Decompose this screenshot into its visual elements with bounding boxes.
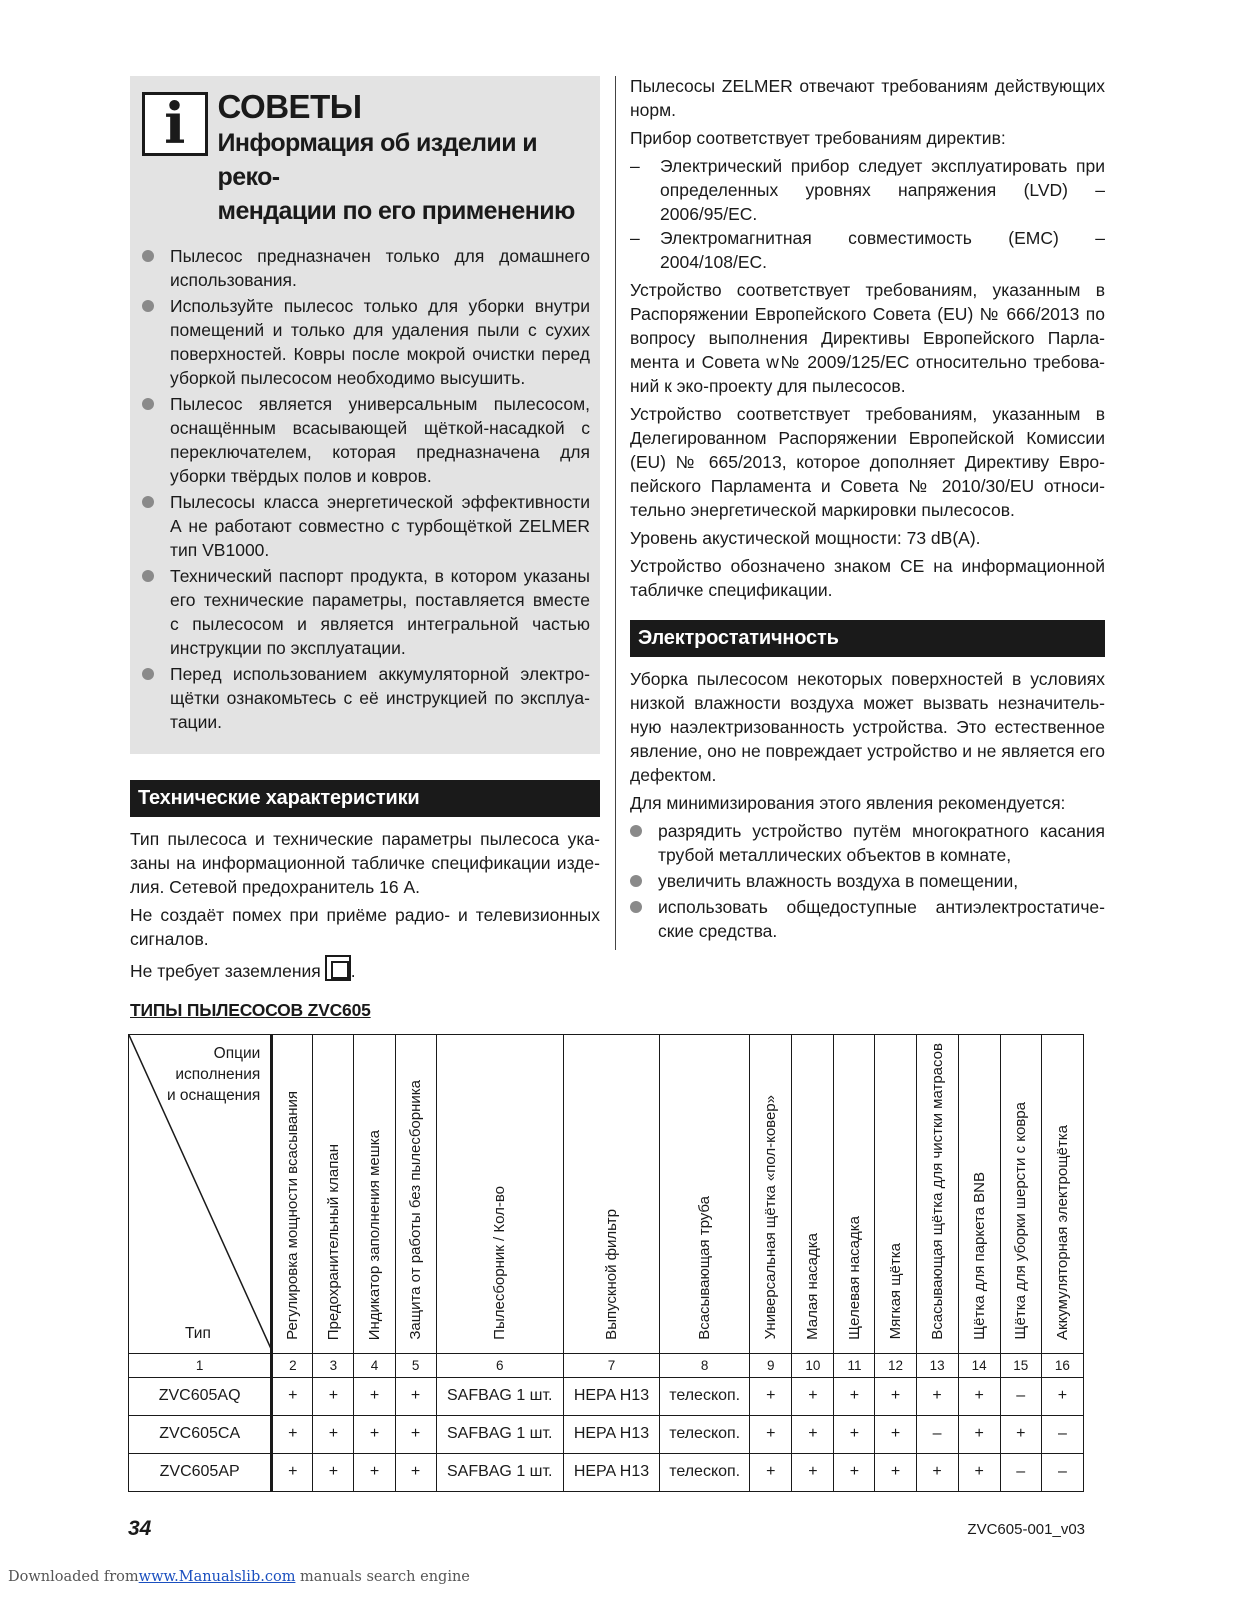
table-cell: + [834, 1453, 875, 1491]
table-cell: + [354, 1377, 395, 1415]
column-number: 5 [395, 1353, 436, 1377]
column-number: 8 [660, 1353, 750, 1377]
download-suffix: manuals search engine [300, 1569, 470, 1585]
list-item: использовать общедоступные антиэлектростатические средства. [630, 895, 1105, 943]
table-cell: + [1000, 1415, 1041, 1453]
table-cell: + [916, 1377, 958, 1415]
table-cell: – [916, 1415, 958, 1453]
table-cell: + [834, 1377, 875, 1415]
grounding-period: . [350, 961, 356, 981]
directives-paragraph: Прибор соответствует требованиям директив: [630, 128, 1006, 148]
electro-heading: Электростатичность [630, 620, 1105, 657]
class-ii-insulation-icon [325, 955, 351, 981]
column-header: Предохранительный клапан [313, 1035, 354, 1354]
list-item: Пылесосы класса энергетической эффективности А не работают совместно с турбощёткой ZELMER тип VB1000. [142, 490, 590, 562]
column-number-row [129, 1353, 1084, 1377]
corner-type-label: Тип [185, 1324, 211, 1342]
table-cell: SAFBAG 1 шт. [436, 1377, 563, 1415]
tips-title: СОВЕТЫ [217, 88, 362, 125]
table-cell: + [792, 1415, 834, 1453]
table-cell: + [313, 1377, 354, 1415]
column-number: 4 [354, 1353, 395, 1377]
table-cell: + [958, 1453, 1000, 1491]
table-row [129, 1377, 1084, 1415]
grounding-text: Не требует заземления [130, 961, 321, 981]
column-number: 6 [436, 1353, 563, 1377]
directives-list [630, 154, 1105, 274]
regulation-paragraph: Устройство соответствует требованиям, указанным в Распоряжении Европейского Совета (EU) № 666/2013 по вопросу выполнения Директивы Европейского Парламента и Совета w№ 2009/125/EC относительно требований к эко-проекту для пылесосов. [630, 280, 1105, 396]
table-cell: + [313, 1453, 354, 1491]
document-code: ZVC605-001_v03 [967, 1521, 1085, 1538]
tips-titles [218, 88, 590, 228]
list-item: Пылесос предназначен только для домашнего использования. [142, 244, 590, 292]
manualslib-link[interactable]: www.Manualslib.com [138, 1569, 296, 1585]
table-cell: ZVC605CA [129, 1415, 272, 1453]
table-cell: + [354, 1453, 395, 1491]
table-cell: + [750, 1453, 792, 1491]
list-item: разрядить устройство путём многократного касания трубой металлических объектов в комнате, [630, 819, 1105, 867]
column-number: 1 [129, 1353, 272, 1377]
table-cell: + [750, 1377, 792, 1415]
tips-subtitle-line1: Информация об изделии и реко- [217, 129, 538, 191]
column-number: 7 [563, 1353, 659, 1377]
left-column [130, 76, 600, 987]
table-cell: – [1041, 1453, 1083, 1491]
corner-options-line: и оснащения [166, 1087, 261, 1104]
download-footer [8, 1569, 470, 1585]
table-cell: SAFBAG 1 шт. [436, 1415, 563, 1453]
table-cell: – [1000, 1453, 1041, 1491]
table-cell: + [958, 1415, 1000, 1453]
table-cell: – [1041, 1415, 1083, 1453]
column-header: Щелевая насадка [834, 1035, 875, 1354]
table-cell: + [395, 1415, 436, 1453]
table-cell: + [792, 1377, 834, 1415]
column-number: 9 [750, 1353, 792, 1377]
column-header: Всасывающая труба [660, 1035, 750, 1354]
list-item: – Электромагнитная совместимость (EMC) – 2004/108/EC. [630, 226, 1105, 274]
table-row [129, 1415, 1084, 1453]
table-cell: + [916, 1453, 958, 1491]
tech-paragraph-grounding [130, 955, 600, 983]
table-cell: + [834, 1415, 875, 1453]
column-number: 10 [792, 1353, 834, 1377]
list-item: Перед использованием аккумуляторной электрощётки ознакомьтесь с её инструкцией по эксплуатации. [142, 662, 590, 734]
list-item: увеличить влажность воздуха в помещении, [630, 869, 1105, 893]
table-cell: HEPA H13 [563, 1377, 659, 1415]
electro-section [630, 667, 1105, 943]
table-cell: HEPA H13 [563, 1415, 659, 1453]
table-cell: + [792, 1453, 834, 1491]
column-header: Малая насадка [792, 1035, 834, 1354]
electro-paragraph: Для минимизирования этого явления рекомендуется: [630, 793, 1066, 813]
download-prefix: Downloaded from [8, 1569, 139, 1585]
table-cell: + [272, 1415, 313, 1453]
table-cell: + [1041, 1377, 1083, 1415]
table-cell: телескоп. [660, 1415, 750, 1453]
ce-paragraph: Устройство обозначено знаком CE на информационной табличке спецификации. [630, 556, 1105, 600]
right-column [630, 74, 1105, 945]
page-number: 34 [128, 1517, 152, 1540]
tips-header [142, 88, 590, 228]
tech-heading: Технические характеристики [130, 780, 600, 817]
table-cell: + [272, 1453, 313, 1491]
norms-paragraph: Пылесосы ZELMER отвечают требованиям действующих норм. [630, 76, 1105, 120]
column-number: 13 [916, 1353, 958, 1377]
column-header: Пылесборник / Кол-во [436, 1035, 563, 1354]
table-cell: ZVC605AP [129, 1453, 272, 1491]
regulation-paragraph: Устройство соответствует требованиям, указанным в Делегированном Распоряжении Европейской Комиссии (EU) № 665/2013, которое дополняет Директиву Европейского Парламента и Совета № 2010/30/EU относительно энергетической маркировки пылесосов. [630, 404, 1105, 520]
column-header: Щётка для паркета BNB [958, 1035, 1000, 1354]
column-number: 2 [272, 1353, 313, 1377]
acoustic-paragraph: Уровень акустической мощности: 73 dB(A). [630, 528, 981, 548]
column-header: Выпускной фильтр [563, 1035, 659, 1354]
electro-list [630, 819, 1105, 943]
column-header: Индикатор заполнения мешка [354, 1035, 395, 1354]
column-header: Всасывающая щётка для чистки матрасов [916, 1035, 958, 1354]
column-header: Универсальная щётка «пол-ковер» [750, 1035, 792, 1354]
table-header-row [129, 1035, 1084, 1354]
list-item: Технический паспорт продукта, в котором указаны его технические параметры, поставляется вместе с пылесосом и является интегральной частью инструкции по эксплуатации. [142, 564, 590, 660]
electro-paragraph: Уборка пылесосом некоторых поверхностей в условиях низкой влажности воздуха может вызвать незначительную наэлектризованность устройства. Это естественное явление, оно не повреждает устройство и не является его дефектом. [630, 669, 1105, 785]
corner-options-line: Опции [213, 1045, 261, 1062]
table-cell: + [875, 1453, 916, 1491]
column-header: Мягкая щётка [875, 1035, 916, 1354]
table-cell: SAFBAG 1 шт. [436, 1453, 563, 1491]
table-cell: + [272, 1377, 313, 1415]
column-divider [615, 76, 616, 950]
tips-list [142, 244, 590, 734]
table-cell: + [395, 1453, 436, 1491]
table-cell: + [875, 1415, 916, 1453]
tech-paragraph: Не создаёт помех при приёме радио- и телевизионных сигналов. [130, 905, 600, 949]
table-cell: телескоп. [660, 1377, 750, 1415]
list-item: Пылесос является универсальным пылесосом, оснащённым всасывающей щёткой-насадкой с переключателем, которая предназначена для уборки твёрдых полов и ковров. [142, 392, 590, 488]
tips-subtitle-line2: мендации по его применению [217, 197, 575, 225]
column-number: 16 [1041, 1353, 1083, 1377]
types-title: ТИПЫ ПЫЛЕСОСОВ ZVC605 [130, 1000, 371, 1020]
table-cell: – [1000, 1377, 1041, 1415]
column-number: 11 [834, 1353, 875, 1377]
table-cell: + [875, 1377, 916, 1415]
table-cell: телескоп. [660, 1453, 750, 1491]
table-cell: + [354, 1415, 395, 1453]
table-cell: + [958, 1377, 1000, 1415]
column-number: 3 [313, 1353, 354, 1377]
corner-options-line: исполнения [175, 1066, 261, 1083]
column-number: 14 [958, 1353, 1000, 1377]
table-row [129, 1453, 1084, 1491]
column-header: Щётка для уборки шерсти с ковра [1000, 1035, 1041, 1354]
tips-box [130, 76, 600, 754]
column-header: Аккумуляторная электрощётка [1041, 1035, 1083, 1354]
info-icon: i [142, 92, 208, 156]
table-cell: HEPA H13 [563, 1453, 659, 1491]
table-cell: + [395, 1377, 436, 1415]
column-header: Защита от работы без пылесборника [395, 1035, 436, 1354]
table-cell: + [750, 1415, 792, 1453]
column-number: 15 [1000, 1353, 1041, 1377]
corner-cell [129, 1035, 272, 1354]
table-cell: ZVC605AQ [129, 1377, 272, 1415]
list-item: – Электрический прибор следует эксплуатировать при определенных уровнях напряжения (LVD) – 2006/95/EC. [630, 154, 1105, 226]
types-table [128, 1034, 1084, 1492]
tech-paragraph: Тип пылесоса и технические параметры пылесоса указаны на информационной табличке спецификации изделия. Сетевой предохранитель 16 А. [130, 829, 600, 897]
column-header: Регулировка мощности всасывания [272, 1035, 313, 1354]
column-number: 12 [875, 1353, 916, 1377]
tech-section [130, 827, 600, 983]
corner-options-label [167, 1043, 260, 1106]
table-cell: + [313, 1415, 354, 1453]
list-item: Используйте пылесос только для уборки внутри помещений и только для удаления пыли с сухих поверхностей. Ковры после мокрой очистки перед уборкой пылесосом необходимо высушить. [142, 294, 590, 390]
